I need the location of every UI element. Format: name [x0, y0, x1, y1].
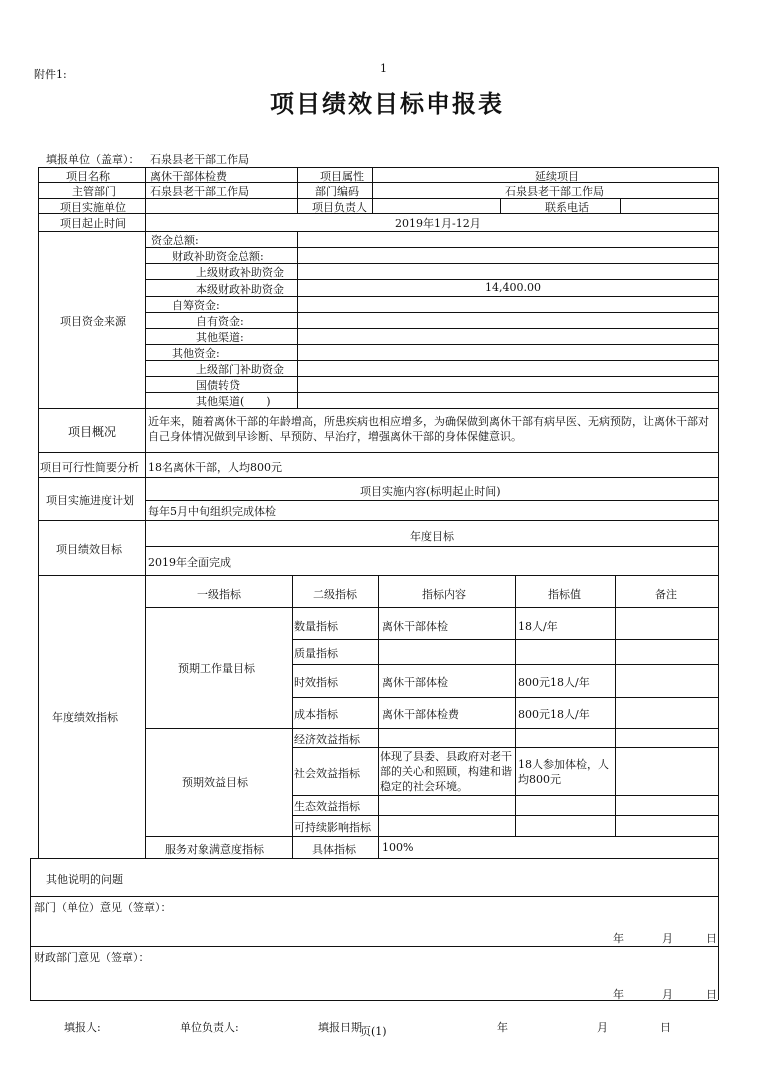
page-title: 项目绩效目标申报表 — [270, 90, 504, 118]
footer-unit-leader: 单位负责人: — [180, 1021, 239, 1034]
finance-opinion-year: 年 — [613, 988, 624, 1001]
indicator-value: 18人参加体检，人均800元 — [518, 758, 609, 786]
period-label: 项目起止时间 — [60, 217, 126, 230]
contact-label: 联系电话 — [545, 201, 589, 214]
funding-other-channel-label: 其他渠道: — [196, 331, 244, 344]
filler-unit-value: 石泉县老干部工作局 — [150, 153, 249, 166]
footer-fill-date: 填报日期 — [318, 1021, 362, 1034]
funding-upper-dept-label: 上级部门补助资金 — [196, 363, 284, 376]
dept-opinion-day: 日 — [706, 932, 717, 945]
footer-page: 页(1) — [360, 1025, 387, 1038]
indicator-value: 800元18人/年 — [518, 708, 590, 721]
top-page-number: 1 — [380, 62, 387, 75]
funding-total-label: 资金总额: — [151, 234, 199, 247]
funding-section-label: 项目资金来源 — [60, 315, 126, 328]
attachment-label: 附件1: — [34, 68, 67, 81]
indicator-group-benefit: 预期效益目标 — [182, 776, 248, 789]
finance-opinion-month: 月 — [662, 988, 673, 1001]
overview-label: 项目概况 — [68, 425, 117, 439]
indicator-level2: 经济效益指标 — [294, 733, 360, 746]
footer-filler: 填报人: — [64, 1021, 101, 1034]
performance-goal-label: 项目绩效目标 — [56, 543, 122, 556]
funding-other-channel2-label: 其他渠道( ) — [196, 395, 271, 408]
schedule-label: 项目实施进度计划 — [46, 494, 134, 507]
funding-other-label: 其他资金: — [172, 347, 220, 360]
footer-day: 日 — [660, 1021, 671, 1034]
schedule-text: 每年5月中旬组织完成体检 — [148, 505, 276, 518]
other-issues-label: 其他说明的问题 — [46, 873, 123, 886]
dept-label: 主管部门 — [72, 185, 116, 198]
indicator-header-value: 指标值 — [548, 588, 581, 601]
satisfaction-value: 100% — [382, 841, 414, 854]
filler-unit-label: 填报单位（盖章）： — [46, 153, 140, 166]
indicator-header-content: 指标内容 — [422, 588, 466, 601]
funding-self-raised-label: 自筹资金: — [172, 299, 220, 312]
funding-bond-label: 国债转贷 — [196, 379, 240, 392]
indicator-level2: 生态效益指标 — [294, 800, 360, 813]
project-attr-label: 项目属性 — [320, 170, 364, 183]
satisfaction-label: 服务对象满意度指标 — [165, 843, 264, 856]
funding-local-fiscal-value: 14,400.00 — [485, 281, 541, 294]
project-name-label: 项目名称 — [66, 170, 110, 183]
period-value: 2019年1月-12月 — [395, 217, 481, 230]
funding-own-label: 自有资金: — [196, 315, 244, 328]
indicator-level2: 社会效益指标 — [294, 767, 360, 780]
indicator-content: 离休干部体检 — [382, 620, 448, 633]
footer-year: 年 — [497, 1021, 508, 1034]
project-name-value: 离休干部体检费 — [150, 170, 227, 183]
indicator-group-workload: 预期工作量目标 — [178, 662, 255, 675]
dept-opinion-label: 部门（单位）意见（签章）： — [34, 901, 172, 914]
performance-goal-header: 年度目标 — [410, 530, 454, 543]
indicator-level2: 可持续影响指标 — [294, 821, 371, 834]
indicators-section-label: 年度绩效指标 — [52, 711, 118, 724]
indicator-header-level2: 二级指标 — [313, 588, 357, 601]
feasibility-label: 项目可行性简要分析 — [40, 461, 139, 474]
dept-code-label: 部门编码 — [315, 185, 359, 198]
project-attr-value: 延续项目 — [535, 170, 579, 183]
funding-upper-fiscal-label: 上级财政补助资金 — [196, 266, 284, 279]
indicator-level2: 质量指标 — [294, 647, 338, 660]
indicator-level2: 成本指标 — [294, 708, 338, 721]
indicator-level2: 数量指标 — [294, 620, 338, 633]
dept-value: 石泉县老干部工作局 — [150, 185, 249, 198]
indicator-level2: 时效指标 — [294, 676, 338, 689]
indicator-value: 800元18人/年 — [518, 676, 590, 689]
indicator-content: 体现了县委、县政府对老干部的关心和照顾，构建和谐稳定的社会环境。 — [380, 750, 512, 793]
indicator-content: 离休干部体检 — [382, 676, 448, 689]
overview-text: 近年来，随着离休干部的年龄增高，所患疾病也相应增多，为确保做到离休干部有病早医、无病预防，让离休干部对自己身体情况做到早诊断、早预防、早治疗，增强离休干部的身体保健意识。 — [148, 415, 709, 443]
dept-code-value: 石泉县老干部工作局 — [505, 185, 604, 198]
footer-month: 月 — [597, 1021, 608, 1034]
leader-label: 项目负责人 — [312, 201, 367, 214]
finance-opinion-label: 财政部门意见（签章）： — [34, 951, 150, 964]
indicator-content: 离休干部体检费 — [382, 708, 459, 721]
impl-unit-label: 项目实施单位 — [60, 201, 126, 214]
indicator-header-note: 备注 — [655, 588, 677, 601]
finance-opinion-day: 日 — [706, 988, 717, 1001]
dept-opinion-month: 月 — [662, 932, 673, 945]
schedule-header: 项目实施内容(标明起止时间) — [360, 485, 501, 498]
funding-local-fiscal-label: 本级财政补助资金 — [196, 283, 284, 296]
performance-goal-text: 2019年全面完成 — [148, 556, 231, 569]
indicator-value: 18人/年 — [518, 620, 558, 633]
feasibility-text: 18名离休干部，人均800元 — [148, 461, 282, 474]
indicator-header-level1: 一级指标 — [197, 588, 241, 601]
dept-opinion-year: 年 — [613, 932, 624, 945]
satisfaction-level2: 具体指标 — [312, 843, 356, 856]
funding-fiscal-total-label: 财政补助资金总额: — [172, 250, 264, 263]
